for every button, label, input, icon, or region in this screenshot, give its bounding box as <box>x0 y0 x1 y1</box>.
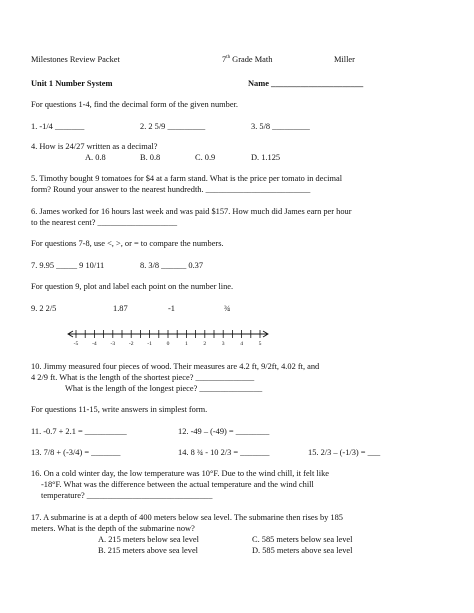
question-6-line-2: to the nearest cent? ___________________ <box>31 218 178 227</box>
question-9-value-4: ¾ <box>224 304 231 313</box>
question-7: 7. 9.95 _____ 9 10/11 <box>31 261 105 270</box>
number-line-label: 3 <box>221 341 225 347</box>
number-line-label: -3 <box>110 341 116 347</box>
question-1: 1. -1/4 _______ <box>31 122 85 131</box>
number-line-label: 5 <box>258 341 262 347</box>
question-16-line-2: -18°F. What was the difference between the actual temperature and the wind chill <box>41 480 314 489</box>
number-line-label: 1 <box>185 341 188 347</box>
question-17-line-1: 17. A submarine is at a depth of 400 meters below sea level. The submarine then rises by 185 <box>31 513 343 522</box>
question-11: 11. -0.7 + 2.1 = __________ <box>31 427 127 436</box>
number-line-label: 2 <box>203 341 207 347</box>
number-line-label: 0 <box>166 341 170 347</box>
question-9-value-2: 1.87 <box>113 304 128 313</box>
question-6-line-1: 6. James worked for 16 hours last week and was paid $157. How much did James earn per hour <box>31 207 352 216</box>
question-2: 2. 2 5/9 _________ <box>140 122 206 131</box>
question-12: 12. -49 – (-49) = ________ <box>178 427 270 436</box>
instructions-q1-4: For questions 1-4, find the decimal form of the given number. <box>31 100 239 109</box>
number-line-label: -4 <box>92 341 97 347</box>
q17-choice-c: C. 585 meters below sea level <box>252 535 353 544</box>
q17-choice-b: B. 215 meters above sea level <box>98 546 199 555</box>
instructions-q9: For question 9, plot and label each point on the number line. <box>31 282 234 291</box>
q4-choice-c: C. 0.9 <box>195 153 216 162</box>
number-line-label: -2 <box>128 341 134 347</box>
teacher-name: Miller <box>334 55 355 64</box>
question-15: 15. 2/3 – (-1/3) = ___ <box>308 448 381 457</box>
question-10-line-2: 4 2/9 ft. What is the length of the shortest piece? ______________ <box>31 373 255 382</box>
packet-title: Milestones Review Packet <box>31 55 120 64</box>
q17-choice-d: D. 585 meters above sea level <box>252 546 353 555</box>
number-line-label: 4 <box>240 341 243 347</box>
q17-choice-a: A. 215 meters below sea level <box>98 535 199 544</box>
question-9-value-3: -1 <box>168 304 175 313</box>
question-16-line-1: 16. On a cold winter day, the low temperature was 10°F. Due to the wind chill, it felt like <box>31 469 329 478</box>
question-13: 13. 7/8 + (-3/4) = _______ <box>31 448 121 457</box>
grade-suffix: th <box>226 55 231 61</box>
question-3: 3. 5/8 _________ <box>251 122 310 131</box>
instructions-q7-8: For questions 7-8, use <, >, or = to compare the numbers. <box>31 239 224 248</box>
question-14: 14. 8 ¾ - 10 2/3 = _______ <box>178 448 270 457</box>
question-8: 8. 3/8 ______ 0.37 <box>140 261 204 270</box>
instructions-q11-15: For questions 11-15, write answers in simplest form. <box>31 405 208 414</box>
grade-rest: Grade Math <box>230 55 273 64</box>
question-10-line-1: 10. Jimmy measured four pieces of wood. Their measures are 4.2 ft, 9/2ft, 4.02 ft, and <box>31 362 320 371</box>
grade-number: 7 <box>222 55 227 64</box>
q4-choice-d: D. 1.125 <box>251 153 281 162</box>
question-16-line-3: temperature? ______________________________ <box>41 491 213 500</box>
question-5-line-2: form? Round your answer to the nearest hundredth. _________________________ <box>31 185 311 194</box>
number-line-label: -5 <box>73 341 79 347</box>
question-17-line-2: meters. What is the depth of the submarine now? <box>31 524 195 533</box>
question-9-value-1: 9. 2 2/5 <box>31 304 57 313</box>
question-5-line-1: 5. Timothy bought 9 tomatoes for $4 at a farm stand. What is the price per tomato in decimal <box>31 174 343 183</box>
unit-title: Unit 1 Number System <box>31 79 113 88</box>
q4-choice-a: A. 0.8 <box>85 153 106 162</box>
question-10-line-3: What is the length of the longest piece? _______________ <box>65 384 263 393</box>
question-4: 4. How is 24/27 written as a decimal? <box>31 142 158 151</box>
number-line-label: -1 <box>147 341 152 347</box>
q4-choice-b: B. 0.8 <box>140 153 161 162</box>
name-field: Name ______________________ <box>248 79 364 88</box>
